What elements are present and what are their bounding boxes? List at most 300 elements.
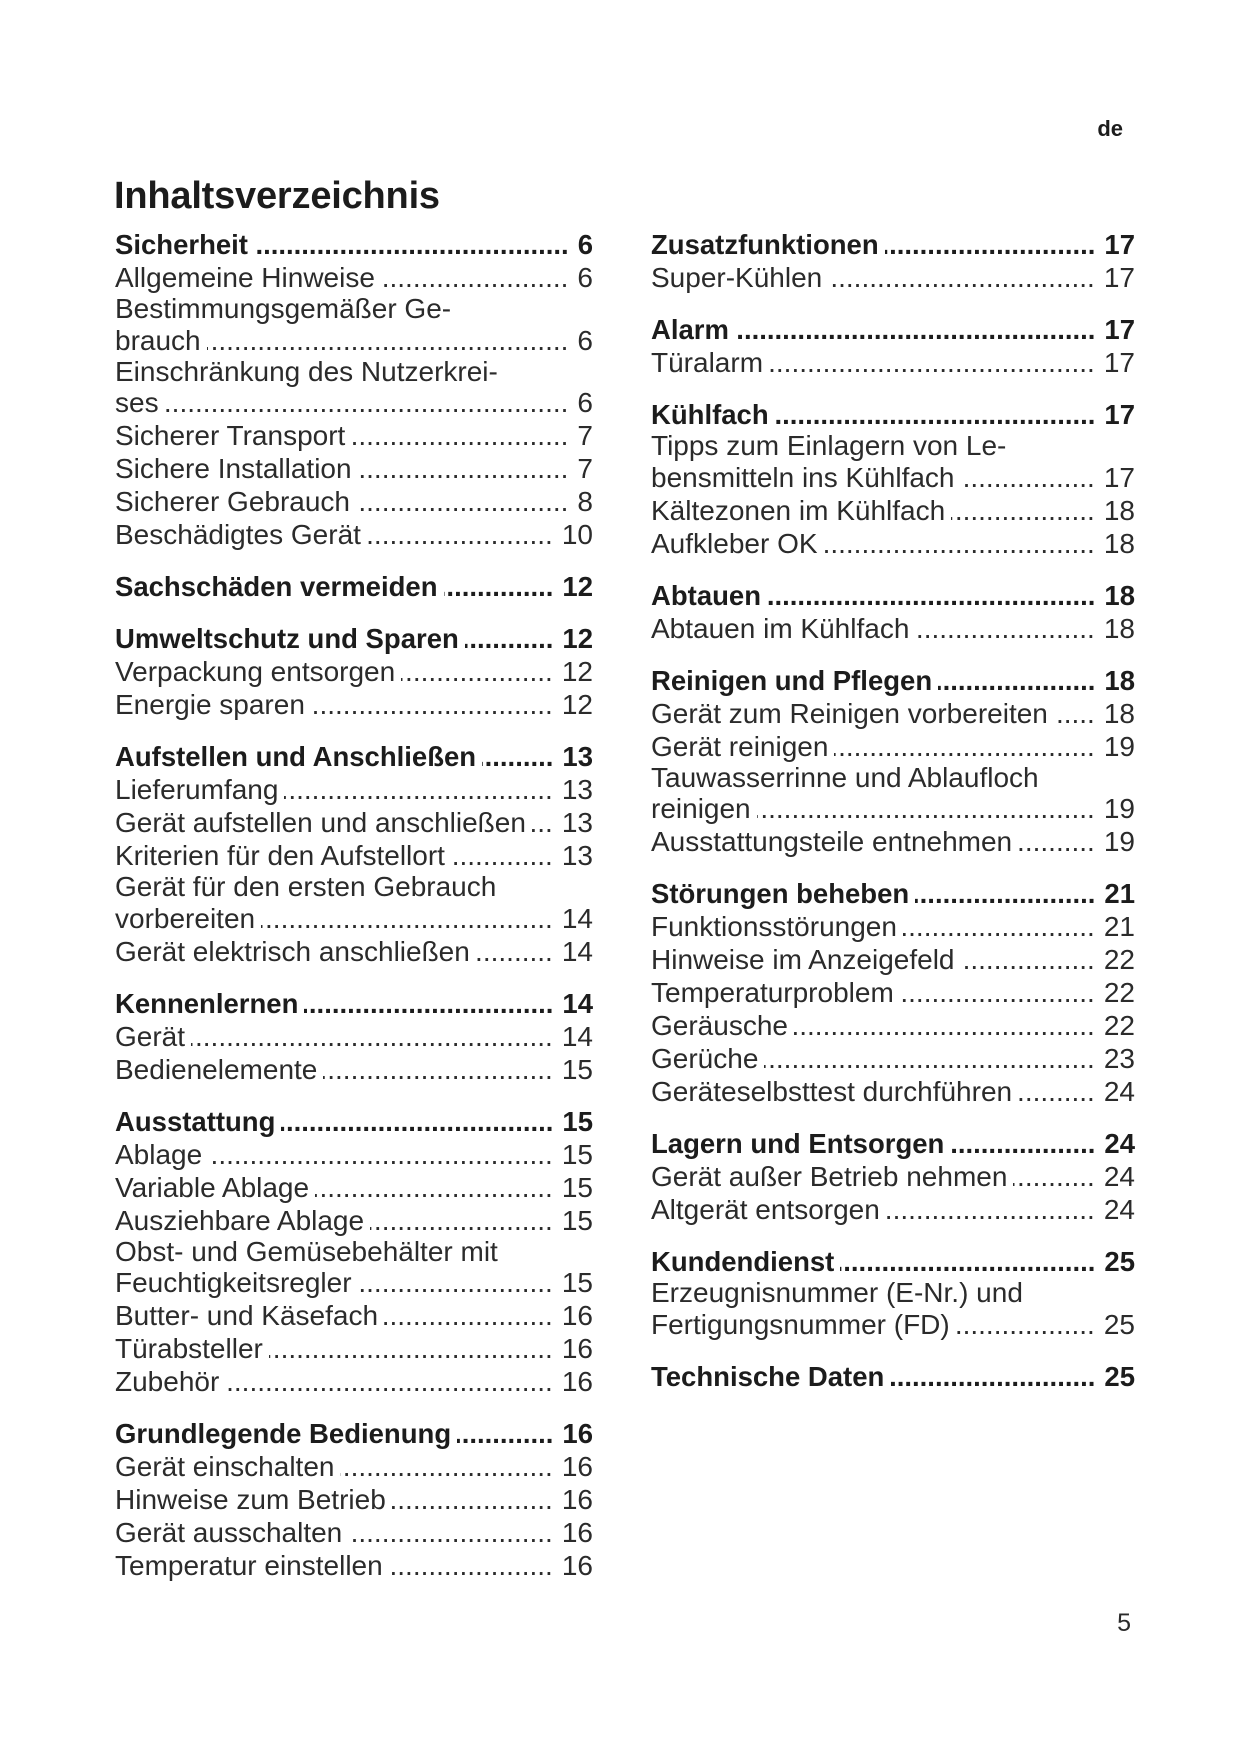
dot-leader xyxy=(370,1204,553,1237)
toc-page-number: 14 xyxy=(562,987,593,1019)
toc-page-number: 17 xyxy=(1104,399,1135,430)
toc-page-number: 17 xyxy=(1103,461,1135,493)
toc-page-number: 24 xyxy=(1103,1161,1135,1192)
toc-entry xyxy=(115,806,593,839)
page-number: 5 xyxy=(1117,1609,1131,1637)
dot-leader xyxy=(358,452,569,485)
dot-leader xyxy=(358,1266,553,1299)
toc-entry-line xyxy=(651,697,1135,730)
dot-leader xyxy=(1013,1160,1094,1193)
dot-leader xyxy=(451,839,553,872)
toc-entry-text: Feuchtigkeitsregler xyxy=(115,1267,352,1298)
toc-entry-line xyxy=(115,261,593,294)
toc-page-number: 25 xyxy=(1103,1308,1135,1340)
toc-entry-text: Tauwasserrinne und Ablaufloch xyxy=(651,761,1039,793)
toc-page-number: 18 xyxy=(1103,527,1135,559)
toc-entry xyxy=(115,839,593,872)
toc-entry-text: Hinweise im Anzeigefeld xyxy=(651,944,955,975)
toc-entry-line xyxy=(651,346,1135,379)
toc-entry xyxy=(115,1549,593,1582)
toc-entry-text: Super-Kühlen xyxy=(651,262,823,293)
toc-entry-text: Fertigungsnummer (FD) xyxy=(651,1308,950,1340)
toc-entry-line xyxy=(115,1299,593,1332)
dot-leader xyxy=(757,792,1095,825)
dot-leader xyxy=(764,1042,1094,1075)
toc-entry xyxy=(651,1042,1135,1075)
toc-page-number: 6 xyxy=(577,262,593,293)
toc-section-title: Störungen beheben xyxy=(651,878,910,909)
toc-entry xyxy=(115,1332,593,1365)
dot-leader xyxy=(356,485,568,518)
dot-leader xyxy=(384,1299,553,1332)
toc-page-number: 21 xyxy=(1103,911,1135,942)
dot-leader xyxy=(769,346,1095,379)
dot-leader xyxy=(401,655,553,688)
toc-section-heading xyxy=(651,664,1135,697)
toc-page-number: 16 xyxy=(561,1366,593,1397)
toc-page-number: 16 xyxy=(562,1418,593,1449)
toc-entry xyxy=(651,697,1135,730)
dot-leader xyxy=(351,419,568,452)
toc-section-heading xyxy=(115,228,593,261)
toc-entry-line xyxy=(115,935,593,968)
toc-entry xyxy=(651,1193,1135,1226)
dot-leader xyxy=(254,228,569,261)
toc-entry-line xyxy=(115,1020,593,1053)
toc-entry-text: reinigen xyxy=(651,793,751,824)
toc-entry-text: Beschädigtes Gerät xyxy=(115,519,361,550)
toc-page-number: 15 xyxy=(561,1204,593,1236)
toc-section xyxy=(115,228,593,551)
toc-page-number: 14 xyxy=(561,902,593,934)
toc-entry xyxy=(115,1516,593,1549)
toc-entry-line xyxy=(651,1160,1135,1193)
toc-entry xyxy=(115,452,593,485)
toc-entry xyxy=(651,825,1135,858)
toc-entry xyxy=(651,1009,1135,1042)
toc-entry xyxy=(115,357,593,420)
dot-leader xyxy=(775,398,1096,431)
toc-entry xyxy=(651,527,1135,560)
toc-entry-line xyxy=(651,1075,1135,1108)
toc-entry-text: Kältezonen im Kühlfach xyxy=(651,494,946,526)
toc-entry-text: Abtauen im Kühlfach xyxy=(651,612,910,644)
toc-entry-line xyxy=(115,1053,593,1086)
toc-entry xyxy=(115,294,593,357)
toc-section-heading xyxy=(115,740,593,773)
toc-entry-text: Kriterien für den Aufstellort xyxy=(115,840,445,871)
toc-section xyxy=(651,877,1135,1108)
dot-leader xyxy=(311,688,553,721)
toc-entry xyxy=(115,688,593,721)
toc-entry-text: Gerüche xyxy=(651,1043,759,1074)
toc-entry-line xyxy=(651,910,1135,943)
toc-page-number: 18 xyxy=(1103,612,1135,644)
toc-section xyxy=(651,664,1135,859)
toc-section-title: Alarm xyxy=(651,314,729,345)
toc-section-heading xyxy=(651,228,1135,261)
dot-leader xyxy=(950,1127,1095,1160)
toc-entry xyxy=(115,1365,593,1398)
toc-entry-text: Allgemeine Hinweise xyxy=(115,262,375,293)
toc-section-title: Technische Daten xyxy=(651,1360,885,1392)
dot-leader xyxy=(903,910,1095,943)
toc-entry-text: Gerät aufstellen und anschließen xyxy=(115,807,526,838)
toc-section-heading xyxy=(651,1245,1135,1278)
toc-page-number: 13 xyxy=(561,774,593,805)
toc-entry xyxy=(651,910,1135,943)
toc-page-number: 13 xyxy=(561,840,593,871)
dot-leader xyxy=(900,976,1095,1009)
dot-leader xyxy=(482,740,553,773)
toc-entry xyxy=(651,494,1135,527)
toc-section xyxy=(651,228,1135,294)
toc-entry-text: Sicherer Gebrauch xyxy=(115,486,351,517)
toc-entry-line xyxy=(651,730,1135,763)
toc-entry-text: Gerät ausschalten xyxy=(115,1517,343,1548)
toc-page-number: 19 xyxy=(1103,826,1135,857)
toc-entry-text: Ausziehbare Ablage xyxy=(115,1204,365,1236)
toc-entry-line xyxy=(115,655,593,688)
toc-entry-text: Gerät xyxy=(115,1020,186,1052)
toc-page-number: 13 xyxy=(562,741,593,772)
toc-page-number: 6 xyxy=(577,387,593,418)
toc-entry-text: Temperatur einstellen xyxy=(115,1550,383,1581)
toc-entry-text: Aufkleber OK xyxy=(651,527,818,559)
toc-entry-line xyxy=(651,1009,1135,1042)
dot-leader xyxy=(389,1549,553,1582)
toc-page-number: 17 xyxy=(1103,347,1135,378)
toc-page-number: 7 xyxy=(577,453,593,484)
dot-leader xyxy=(915,877,1095,910)
toc-entry-line xyxy=(651,1042,1135,1075)
toc-entry xyxy=(115,518,593,551)
toc-page-number: 12 xyxy=(562,623,593,654)
toc-entry-text: Butter- und Käsefach xyxy=(115,1300,379,1331)
toc-section-heading xyxy=(115,987,593,1020)
toc-entry-text: Tipps zum Einlagern von Le- xyxy=(651,430,1007,461)
toc-entry-text: bensmitteln ins Kühlfach xyxy=(651,461,955,493)
toc-section-title: Reinigen und Pflegen xyxy=(651,664,933,696)
toc-page-number: 17 xyxy=(1104,229,1135,260)
toc-entry xyxy=(651,346,1135,379)
toc-page-number: 15 xyxy=(561,1171,593,1203)
toc-page-number: 22 xyxy=(1103,1010,1135,1041)
toc-entry-text: Türalarm xyxy=(651,347,764,378)
toc-entry xyxy=(115,1204,593,1237)
toc-entry xyxy=(651,612,1135,645)
toc-entry-text: Temperaturproblem xyxy=(651,977,894,1008)
toc-entry-line xyxy=(651,1308,1135,1341)
dot-leader xyxy=(890,1360,1095,1393)
toc-entry-text: Ausstattungsteile entnehmen xyxy=(651,826,1013,857)
toc-entry-text: Gerät für den ersten Gebrauch xyxy=(115,871,497,902)
toc-page-number: 13 xyxy=(561,807,593,838)
toc-entry-text: Türabsteller xyxy=(115,1333,263,1364)
toc-entry xyxy=(115,1138,593,1171)
toc-entry-line xyxy=(115,839,593,872)
toc-entry-line xyxy=(115,1266,593,1299)
toc-section-title: Kennenlernen xyxy=(115,987,299,1019)
toc-page-number: 6 xyxy=(577,229,593,260)
dot-leader xyxy=(340,1450,552,1483)
dot-leader xyxy=(208,1138,553,1171)
toc-page-number: 19 xyxy=(1103,793,1135,824)
toc-entry-text: Gerät zum Reinigen vorbereiten xyxy=(651,697,1048,729)
dot-leader xyxy=(951,494,1095,527)
toc-page-number: 22 xyxy=(1103,977,1135,1008)
toc-entry xyxy=(115,485,593,518)
toc-entry xyxy=(651,763,1135,826)
toc-entry-line xyxy=(115,1450,593,1483)
toc-section-heading xyxy=(115,1105,593,1138)
dot-leader xyxy=(457,1417,553,1450)
dot-leader xyxy=(315,1171,553,1204)
toc-entry-text: Obst- und Gemüsebehälter mit xyxy=(115,1235,498,1267)
dot-leader xyxy=(476,935,553,968)
toc-section-heading xyxy=(115,1417,593,1450)
dot-leader xyxy=(165,386,569,419)
toc-page-number: 8 xyxy=(577,486,593,517)
toc-page-number: 16 xyxy=(561,1517,593,1548)
toc-section xyxy=(651,398,1135,560)
toc-entry-text: Einschränkung des Nutzerkrei- xyxy=(115,355,498,387)
toc-section-title: Zusatzfunktionen xyxy=(651,229,879,260)
dot-leader xyxy=(885,228,1096,261)
toc-entry xyxy=(115,655,593,688)
toc-page-number: 10 xyxy=(561,519,593,550)
toc-page-number: 19 xyxy=(1103,730,1135,762)
toc-entry xyxy=(115,1237,593,1300)
toc-entry-line xyxy=(115,1483,593,1516)
dot-leader xyxy=(348,1516,553,1549)
toc-section xyxy=(651,1127,1135,1226)
dot-leader xyxy=(304,987,553,1020)
toc-page-number: 24 xyxy=(1103,1194,1135,1225)
dot-leader xyxy=(465,622,554,655)
toc-entry-text: Bestimmungsgemäßer Ge- xyxy=(115,293,452,324)
toc-page-number: 7 xyxy=(577,420,593,451)
toc-page-number: 16 xyxy=(561,1550,593,1581)
toc-page-number: 23 xyxy=(1103,1043,1135,1074)
toc-section-title: Kühlfach xyxy=(651,399,769,430)
dot-leader xyxy=(961,461,1095,494)
toc-section xyxy=(651,313,1135,379)
toc-entry-line xyxy=(651,527,1135,560)
toc-entry-text: Verpackung entsorgen xyxy=(115,656,396,687)
toc-entry-line xyxy=(115,1549,593,1582)
toc-entry-line xyxy=(115,1204,593,1237)
toc-entry-line xyxy=(651,1193,1135,1226)
toc-entry-text: Gerät außer Betrieb nehmen xyxy=(651,1161,1008,1192)
toc-section-heading xyxy=(651,313,1135,346)
toc-page-number: 16 xyxy=(561,1484,593,1515)
toc-page-number: 18 xyxy=(1104,664,1135,696)
toc-entry-line xyxy=(115,688,593,721)
toc-entry xyxy=(651,976,1135,1009)
dot-leader xyxy=(191,1020,553,1053)
toc-entry-line xyxy=(115,1332,593,1365)
toc-entry-text: Zubehör xyxy=(115,1366,220,1397)
dot-leader xyxy=(956,1308,1095,1341)
toc-column-right xyxy=(651,228,1135,1393)
toc-page-number: 15 xyxy=(562,1105,593,1137)
toc-section-heading xyxy=(651,1127,1135,1160)
toc-entry-text: Funktionsstörungen xyxy=(651,911,897,942)
toc-page-number: 16 xyxy=(561,1300,593,1331)
toc-page-number: 24 xyxy=(1104,1128,1135,1159)
toc-entry-line xyxy=(115,1365,593,1398)
toc-page-number: 15 xyxy=(561,1267,593,1298)
dot-leader xyxy=(225,1365,553,1398)
toc-entry-line xyxy=(115,452,593,485)
dot-leader xyxy=(915,612,1094,645)
toc-section-title: Sachschäden vermeiden xyxy=(115,571,438,602)
toc-section-title: Lagern und Entsorgen xyxy=(651,1128,945,1159)
toc-page-number: 15 xyxy=(561,1053,593,1085)
toc-entry xyxy=(651,261,1135,294)
toc-entry-text: Geräusche xyxy=(651,1010,788,1041)
toc-entry xyxy=(115,419,593,452)
toc-entry xyxy=(115,872,593,935)
toc-page-number: 15 xyxy=(561,1138,593,1170)
toc-entry-text: Energie sparen xyxy=(115,689,305,720)
dot-leader xyxy=(269,1332,553,1365)
dot-leader xyxy=(794,1009,1095,1042)
toc-entry-line xyxy=(651,825,1135,858)
toc-entry-text: Gerät elektrisch anschließen xyxy=(115,935,470,967)
toc-entry xyxy=(115,773,593,806)
toc-entry xyxy=(115,1020,593,1053)
toc-entry-line xyxy=(115,1171,593,1204)
dot-leader xyxy=(767,579,1095,612)
toc-entry-line xyxy=(115,485,593,518)
toc-entry-text: Bedienelemente xyxy=(115,1053,318,1085)
toc-entry-line xyxy=(115,1138,593,1171)
toc-section xyxy=(115,740,593,968)
toc-section xyxy=(115,570,593,603)
dot-leader xyxy=(1054,697,1095,730)
toc-section-title: Abtauen xyxy=(651,579,761,611)
toc-section-title: Grundlegende Bedienung xyxy=(115,1418,452,1449)
toc-page-number: 25 xyxy=(1104,1360,1135,1392)
toc-entry-line xyxy=(651,943,1135,976)
toc-entry-text: ses xyxy=(115,387,159,418)
toc-section-title: Aufstellen und Anschließen xyxy=(115,741,477,772)
toc-entry-line xyxy=(115,518,593,551)
dot-leader xyxy=(261,902,553,935)
toc-page-number: 12 xyxy=(562,571,593,602)
toc-entry-text: Ablage xyxy=(115,1138,203,1170)
toc-entry-line xyxy=(651,461,1135,494)
dot-leader xyxy=(840,1245,1095,1278)
toc-entry-text: Sichere Installation xyxy=(115,453,352,484)
toc-entry-text: Gerät einschalten xyxy=(115,1451,335,1482)
toc-section-title: Ausstattung xyxy=(115,1105,276,1137)
page-title: Inhaltsverzeichnis xyxy=(114,175,440,217)
toc-section-title: Kundendienst xyxy=(651,1246,835,1277)
toc-entry xyxy=(115,1053,593,1086)
toc-entry xyxy=(651,431,1135,494)
toc-page-number: 14 xyxy=(561,1020,593,1052)
toc-page-number: 14 xyxy=(561,935,593,967)
toc-entry-line xyxy=(115,902,593,935)
dot-leader xyxy=(281,1105,553,1138)
dot-leader xyxy=(392,1483,553,1516)
toc-page-number: 12 xyxy=(561,689,593,720)
toc-entry xyxy=(651,1075,1135,1108)
dot-leader xyxy=(532,806,553,839)
toc-entry-line xyxy=(651,261,1135,294)
dot-leader xyxy=(381,261,569,294)
toc-page-number: 16 xyxy=(561,1333,593,1364)
dot-leader xyxy=(828,261,1095,294)
toc-column-left xyxy=(115,228,593,1582)
dot-leader xyxy=(284,773,552,806)
toc-entry-line xyxy=(115,419,593,452)
toc-section-heading xyxy=(651,877,1135,910)
toc-page-number: 24 xyxy=(1103,1076,1135,1107)
toc-page-number: 16 xyxy=(561,1451,593,1482)
dot-leader xyxy=(735,313,1095,346)
toc-section-heading xyxy=(115,622,593,655)
toc-entry-line xyxy=(651,976,1135,1009)
toc-entry-line xyxy=(651,612,1135,645)
toc-entry-text: Altgerät entsorgen xyxy=(651,1194,880,1225)
toc-entry xyxy=(651,730,1135,763)
dot-leader xyxy=(207,324,569,357)
toc-section xyxy=(651,1245,1135,1341)
toc-entry xyxy=(651,1160,1135,1193)
toc-entry-text: Geräteselbsttest durchführen xyxy=(651,1076,1013,1107)
toc-page-number: 17 xyxy=(1104,314,1135,345)
toc-page-number: 6 xyxy=(577,324,593,356)
toc-section-heading xyxy=(115,570,593,603)
dot-leader xyxy=(367,518,553,551)
toc-entry-text: Hinweise zum Betrieb xyxy=(115,1484,386,1515)
dot-leader xyxy=(824,527,1095,560)
dot-leader xyxy=(961,943,1095,976)
toc-section-title: Sicherheit xyxy=(115,229,248,260)
toc-section-heading xyxy=(651,579,1135,612)
toc-section-title: Umweltschutz und Sparen xyxy=(115,623,459,654)
toc-entry-text: vorbereiten xyxy=(115,902,256,934)
toc-section xyxy=(115,622,593,721)
language-label: de xyxy=(1097,116,1123,141)
toc-entry-text: Sicherer Transport xyxy=(115,420,346,451)
toc-entry-text: Variable Ablage xyxy=(115,1171,310,1203)
toc-entry-text: Lieferumfang xyxy=(115,774,279,805)
toc-entry-text: brauch xyxy=(115,324,201,356)
dot-leader xyxy=(1018,825,1095,858)
toc-entry xyxy=(115,1299,593,1332)
toc-entry-line xyxy=(651,494,1135,527)
toc-entry xyxy=(651,1278,1135,1341)
dot-leader xyxy=(834,730,1094,763)
toc-entry-line xyxy=(115,324,593,357)
toc-section xyxy=(115,1105,593,1399)
dot-leader xyxy=(444,570,554,603)
toc-entry-line xyxy=(651,792,1135,825)
toc-page-number: 21 xyxy=(1104,878,1135,909)
toc-page-number: 12 xyxy=(561,656,593,687)
toc-section-heading xyxy=(651,398,1135,431)
toc-entry xyxy=(115,1483,593,1516)
toc-entry-text: Erzeugnisnummer (E-Nr.) und xyxy=(651,1277,1023,1308)
toc-section-heading xyxy=(651,1360,1135,1393)
toc-entry xyxy=(115,1171,593,1204)
toc-page-number: 25 xyxy=(1104,1246,1135,1277)
